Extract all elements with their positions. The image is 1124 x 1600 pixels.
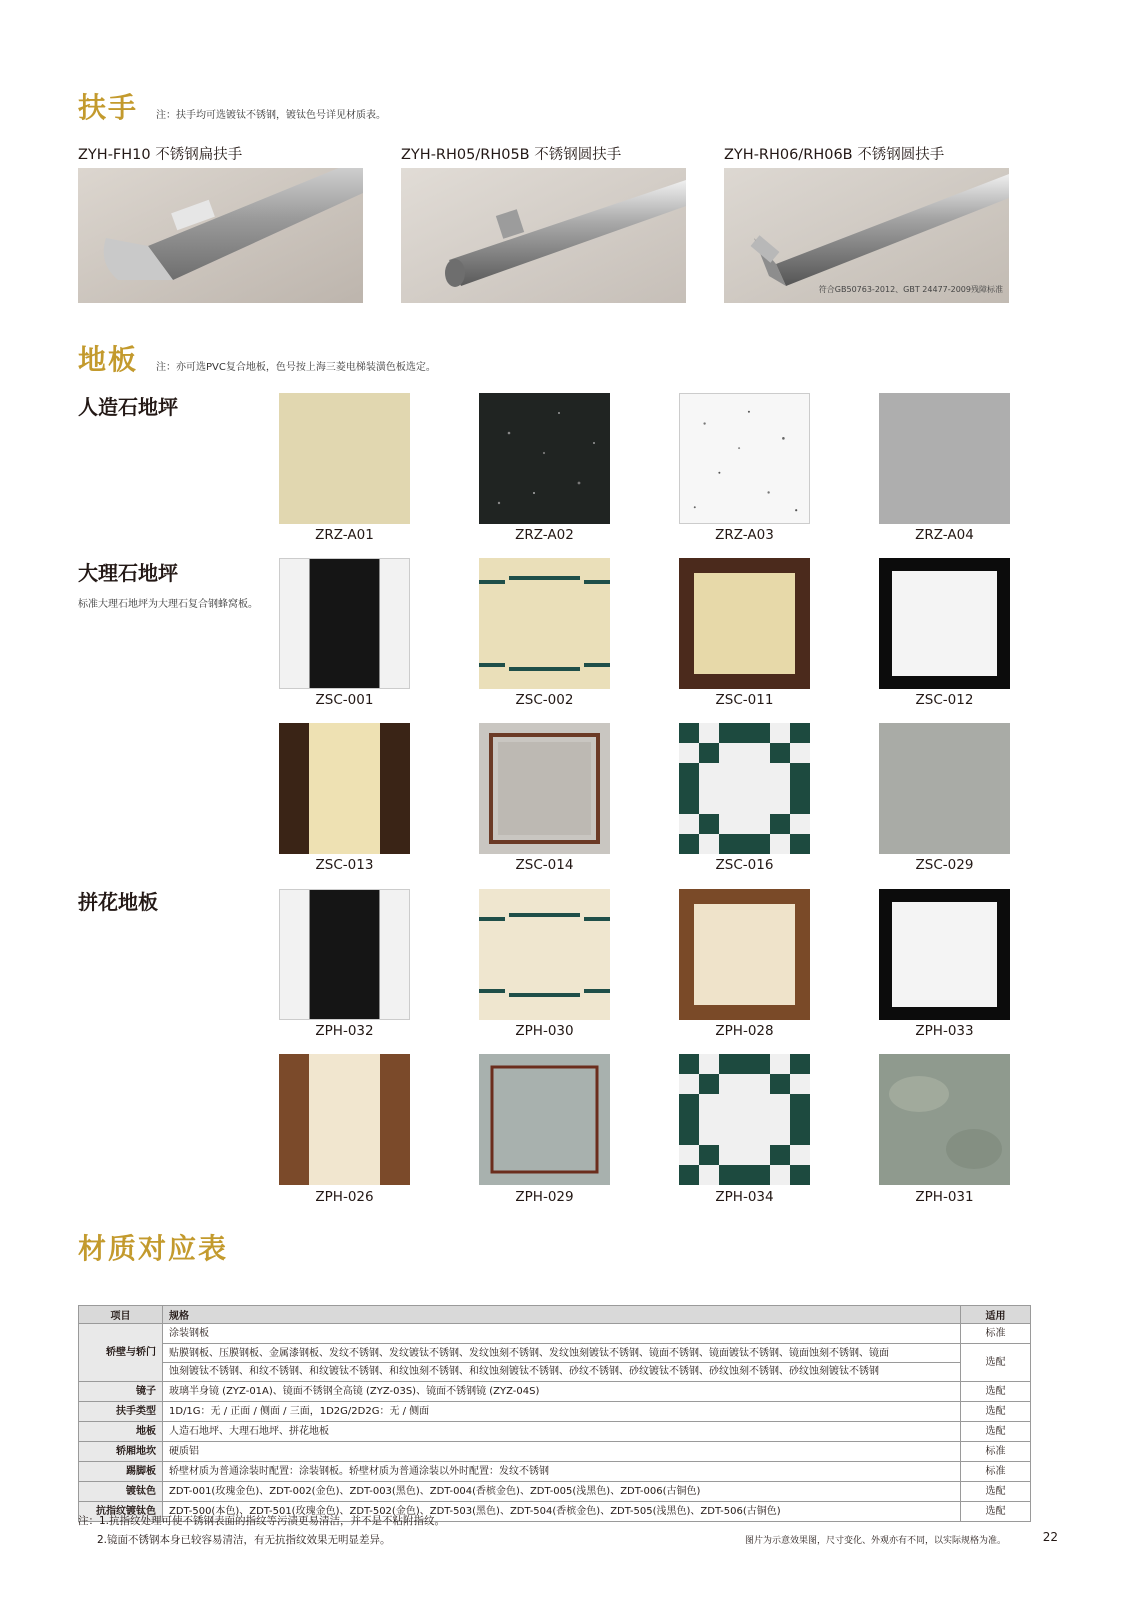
row-spec-line: 蚀刻镀钛不锈钢、和纹不锈钢、和纹镀钛不锈钢、和纹蚀刻不锈钢、和纹蚀刻镀钛不锈钢、砂纹不锈钢、砂纹镀钛不锈钢、砂纹蚀刻不锈钢、砂纹蚀刻镀钛不锈钢 (169, 1366, 879, 1377)
floor-tile (879, 723, 1010, 854)
row-item: 抗指纹镀钛色 (79, 1502, 163, 1522)
handle-image-round-06 (724, 168, 1009, 303)
row-spec: ZDT-500(本色)、ZDT-501(玫瑰金色)、ZDT-502(金色)、ZDT-503(黑色)、ZDT-504(香槟金色)、ZDT-505(浅黑色)、ZDT-506(古铜色) (163, 1502, 961, 1522)
tile-code: ZSC-016 (715, 857, 774, 873)
row-spec: 涂装钢板 (163, 1324, 961, 1344)
floor-tile (879, 1054, 1010, 1185)
category-artificial-stone: 人造石地坪 (78, 395, 178, 419)
floor-tile (479, 558, 610, 689)
category-parquet: 拼花地板 (78, 890, 158, 914)
floor-tile (879, 558, 1010, 689)
row-apply: 选配 (961, 1422, 1031, 1442)
tile-code: ZSC-011 (715, 692, 774, 708)
table-row (79, 1462, 1031, 1482)
row-apply: 选配 (961, 1482, 1031, 1502)
table-row (79, 1422, 1031, 1442)
handle-image-round-05 (401, 168, 686, 303)
header-spec: 规格 (163, 1306, 961, 1324)
floor-tile (479, 1054, 610, 1185)
row-spec: 1D/1G：无 / 正面 / 侧面 / 三面，1D2G/2D2G：无 / 侧面 (163, 1402, 961, 1422)
floor-tile (279, 1054, 410, 1185)
row-item: 地板 (79, 1422, 163, 1442)
handle-image-flat (78, 168, 363, 303)
materials-title: 材质对应表 (78, 1232, 229, 1265)
floor-tile (279, 723, 410, 854)
row-apply: 选配 (961, 1502, 1031, 1522)
tile-code: ZSC-029 (915, 857, 974, 873)
floor-tile (679, 889, 810, 1020)
header-item: 项目 (79, 1306, 163, 1324)
table-row (79, 1324, 1031, 1344)
row-spec: 轿壁材质为普通涂装时配置：涂装钢板。轿壁材质为普通涂装以外时配置：发纹不锈钢 (163, 1462, 961, 1482)
floor-tile (279, 558, 410, 689)
handle-label-2: ZYH-RH05/RH05B 不锈钢圆扶手 (401, 147, 622, 163)
row-apply: 选配 (961, 1402, 1031, 1422)
row-spec-line: 贴膜钢板、压膜钢板、金属漆钢板、发纹不锈钢、发纹镀钛不锈钢、发纹蚀刻不锈钢、发纹蚀刻镀钛不锈钢、镜面不锈钢、镜面镀钛不锈钢、镜面蚀刻不锈钢、镜面 (163, 1345, 960, 1363)
floor-tile (479, 723, 610, 854)
row-apply: 标准 (961, 1462, 1031, 1482)
tile-code: ZPH-034 (715, 1189, 774, 1205)
floor-tile (279, 393, 410, 524)
floor-note: 注：亦可选PVC复合地板，色号按上海三菱电梯装潢色板选定。 (156, 362, 436, 373)
tile-code: ZRZ-A03 (715, 527, 774, 543)
tile-code: ZPH-030 (515, 1023, 574, 1039)
tile-code: ZPH-031 (915, 1189, 974, 1205)
row-apply: 选配 (961, 1382, 1031, 1402)
category-marble-subtitle: 标准大理石地坪为大理石复合钢蜂窝板。 (78, 599, 258, 610)
tile-code: ZSC-013 (315, 857, 374, 873)
table-row (79, 1382, 1031, 1402)
row-spec: ZDT-001(玫瑰金色)、ZDT-002(金色)、ZDT-003(黑色)、ZDT-004(香槟金色)、ZDT-005(浅黑色)、ZDT-006(古铜色) (163, 1482, 961, 1502)
tile-code: ZRZ-A02 (515, 527, 574, 543)
row-apply: 选配 (961, 1344, 1031, 1382)
standard-note: 符合GB50763-2012、GBT 24477-2009残障标准 (818, 285, 1003, 294)
floor-tile (279, 889, 410, 1020)
row-item: 镜子 (79, 1382, 163, 1402)
row-item: 镀钛色 (79, 1482, 163, 1502)
tile-code: ZSC-012 (915, 692, 974, 708)
floor-tile (879, 393, 1010, 524)
disclaimer: 图片为示意效果图，尺寸变化、外观亦有不同，以实际规格为准。 (744, 1536, 1006, 1546)
floor-tile (479, 393, 610, 524)
footnote-1: 注：1.抗指纹处理可使不锈钢表面的指纹等污渍更易清洁，并不是不粘附指纹。 (78, 1515, 446, 1527)
tile-code: ZPH-032 (315, 1023, 374, 1039)
tile-code: ZRZ-A01 (315, 527, 374, 543)
tile-code: ZSC-002 (515, 692, 574, 708)
tile-code: ZPH-028 (715, 1023, 774, 1039)
row-spec (163, 1344, 961, 1382)
row-apply: 标准 (961, 1324, 1031, 1344)
row-item: 轿厢地坎 (79, 1442, 163, 1462)
tile-code: ZPH-029 (515, 1189, 574, 1205)
floor-tile (679, 393, 810, 524)
footnote-2: 2.镜面不锈钢本身已较容易清洁，有无抗指纹效果无明显差异。 (97, 1534, 391, 1546)
header-apply: 适用 (961, 1306, 1031, 1324)
row-spec: 玻璃半身镜 (ZYZ-01A)、镜面不锈钢全高镜 (ZYZ-03S)、镜面不锈钢镜 (ZYZ-04S) (163, 1382, 961, 1402)
tile-code: ZPH-026 (315, 1189, 374, 1205)
floor-tile (479, 889, 610, 1020)
handles-title: 扶手 (78, 91, 139, 124)
handle-label-3: ZYH-RH06/RH06B 不锈钢圆扶手 (724, 147, 945, 163)
floor-tile (679, 558, 810, 689)
tile-code: ZPH-033 (915, 1023, 974, 1039)
row-item: 扶手类型 (79, 1402, 163, 1422)
category-marble: 大理石地坪 (78, 561, 178, 585)
table-row (79, 1402, 1031, 1422)
table-row (79, 1442, 1031, 1462)
row-spec: 人造石地坪、大理石地坪、拼花地板 (163, 1422, 961, 1442)
floor-tile (679, 723, 810, 854)
page-number: 22 (1042, 1530, 1058, 1544)
floor-title: 地板 (78, 343, 139, 376)
handle-label-1: ZYH-FH10 不锈钢扁扶手 (78, 147, 243, 163)
materials-table (78, 1305, 1031, 1522)
tile-code: ZSC-014 (515, 857, 574, 873)
row-item: 轿壁与轿门 (79, 1324, 163, 1382)
row-item: 踢脚板 (79, 1462, 163, 1482)
row-spec: 硬质铝 (163, 1442, 961, 1462)
floor-tile (879, 889, 1010, 1020)
handles-note: 注：扶手均可选镀钛不锈钢，镀钛色号详见材质表。 (156, 110, 386, 121)
tile-code: ZSC-001 (315, 692, 374, 708)
table-row (79, 1344, 1031, 1382)
floor-tile (679, 1054, 810, 1185)
table-row (79, 1482, 1031, 1502)
row-apply: 标准 (961, 1442, 1031, 1462)
tile-code: ZRZ-A04 (915, 527, 974, 543)
